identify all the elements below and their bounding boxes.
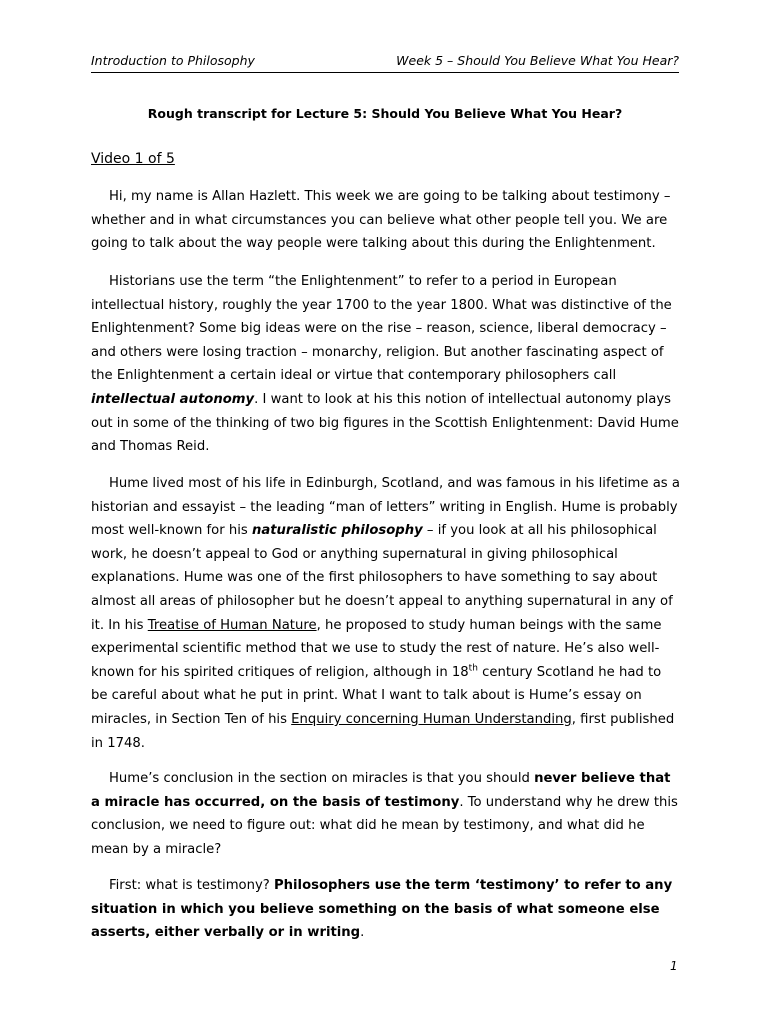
paragraph-1 <box>91 185 681 256</box>
page-number: 1 <box>670 959 678 973</box>
book-title-enquiry: Enquiry concerning Human Understanding <box>291 711 572 727</box>
paragraph-4-text-b: . To understand why he drew this conclusion, we need to figure out: what did he mean by testimony, and what did he mean by a miracle? <box>91 794 678 857</box>
video-label: Video 1 of 5 <box>91 151 175 167</box>
paragraph-4-text-a: Hume’s conclusion in the section on miracles is that you should <box>109 771 535 786</box>
book-title-treatise: Treatise of Human Nature <box>147 617 317 633</box>
hume-conclusion-bold: never believe that a miracle has occurred, on the basis of testimony <box>91 771 671 810</box>
paragraph-5-text-a: First: what is testimony? <box>109 878 274 893</box>
running-header <box>91 52 679 73</box>
paragraph-3 <box>91 472 681 755</box>
testimony-definition-bold: Philosophers use the term ‘testimony’ to refer to any situation in which you believe something on the basis of what someone else asserts, either verbally or in writing <box>91 878 673 941</box>
header-week-title: Week 5 – Should You Believe What You Hear? <box>396 53 679 68</box>
paragraph-2-text-a: Historians use the term “the Enlightenment” to refer to a period in European intellectual history, roughly the year 1700 to the year 1800. What was distinctive of the Enlightenment? Some big ideas were on the rise – reason, science, liberal democracy – and others were losing traction – monarchy, religion. But another fascinating aspect of the Enlightenment a certain ideal or virtue that contemporary philosophers call <box>91 274 672 384</box>
term-intellectual-autonomy: intellectual autonomy <box>91 391 255 407</box>
paragraph-3-text-a: Hume lived most of his life in Edinburgh, Scotland, and was famous in his lifetime as a historian and essayist – the leading “man of letters” writing in English. Hume is probably most well-known for his <box>91 476 680 539</box>
document-title: Rough transcript for Lecture 5: Should You Believe What You Hear? <box>147 106 623 121</box>
paragraph-4 <box>91 767 681 861</box>
paragraph-2-text-b: . I want to look at his this notion of intellectual autonomy plays out in some of the thinking of two big figures in the Scottish Enlightenment: David Hume and Thomas Reid. <box>91 391 679 455</box>
header-course-title: Introduction to Philosophy <box>91 53 255 68</box>
paragraph-2 <box>91 270 681 459</box>
paragraph-5-text-b: . <box>360 925 365 941</box>
paragraph-3-text-c: , he proposed to study human beings with the same experimental scientific method that we use to study the rest of nature. He’s also well-known for his spirited critiques of religion, although in 18 <box>91 617 662 680</box>
paragraph-1-text: Hi, my name is Allan Hazlett. This week we are going to be talking about testimony – whether and in what circumstances you can believe what other people tell you. We are going to talk about the way people were talking about this during the Enlightenment. <box>91 189 671 252</box>
paragraph-5 <box>91 874 681 945</box>
ordinal-superscript: th <box>468 663 478 674</box>
term-naturalistic-philosophy: naturalistic philosophy <box>251 523 423 539</box>
paragraph-3-text-e: , first published in 1748. <box>91 711 675 751</box>
paragraph-3-text-d: century Scotland he had to be careful about what he put in print. What I want to talk about is Hume’s essay on miracles, in Section Ten of his <box>91 664 662 727</box>
paragraph-3-text-b: – if you look at all his philosophical work, he doesn’t appeal to God or anything supernatural in giving philosophical explanations. Hume was one of the first philosophers to have something to say about almost all areas of philosopher but he doesn’t appeal to anything supernatural in any of it. In his <box>91 523 673 633</box>
